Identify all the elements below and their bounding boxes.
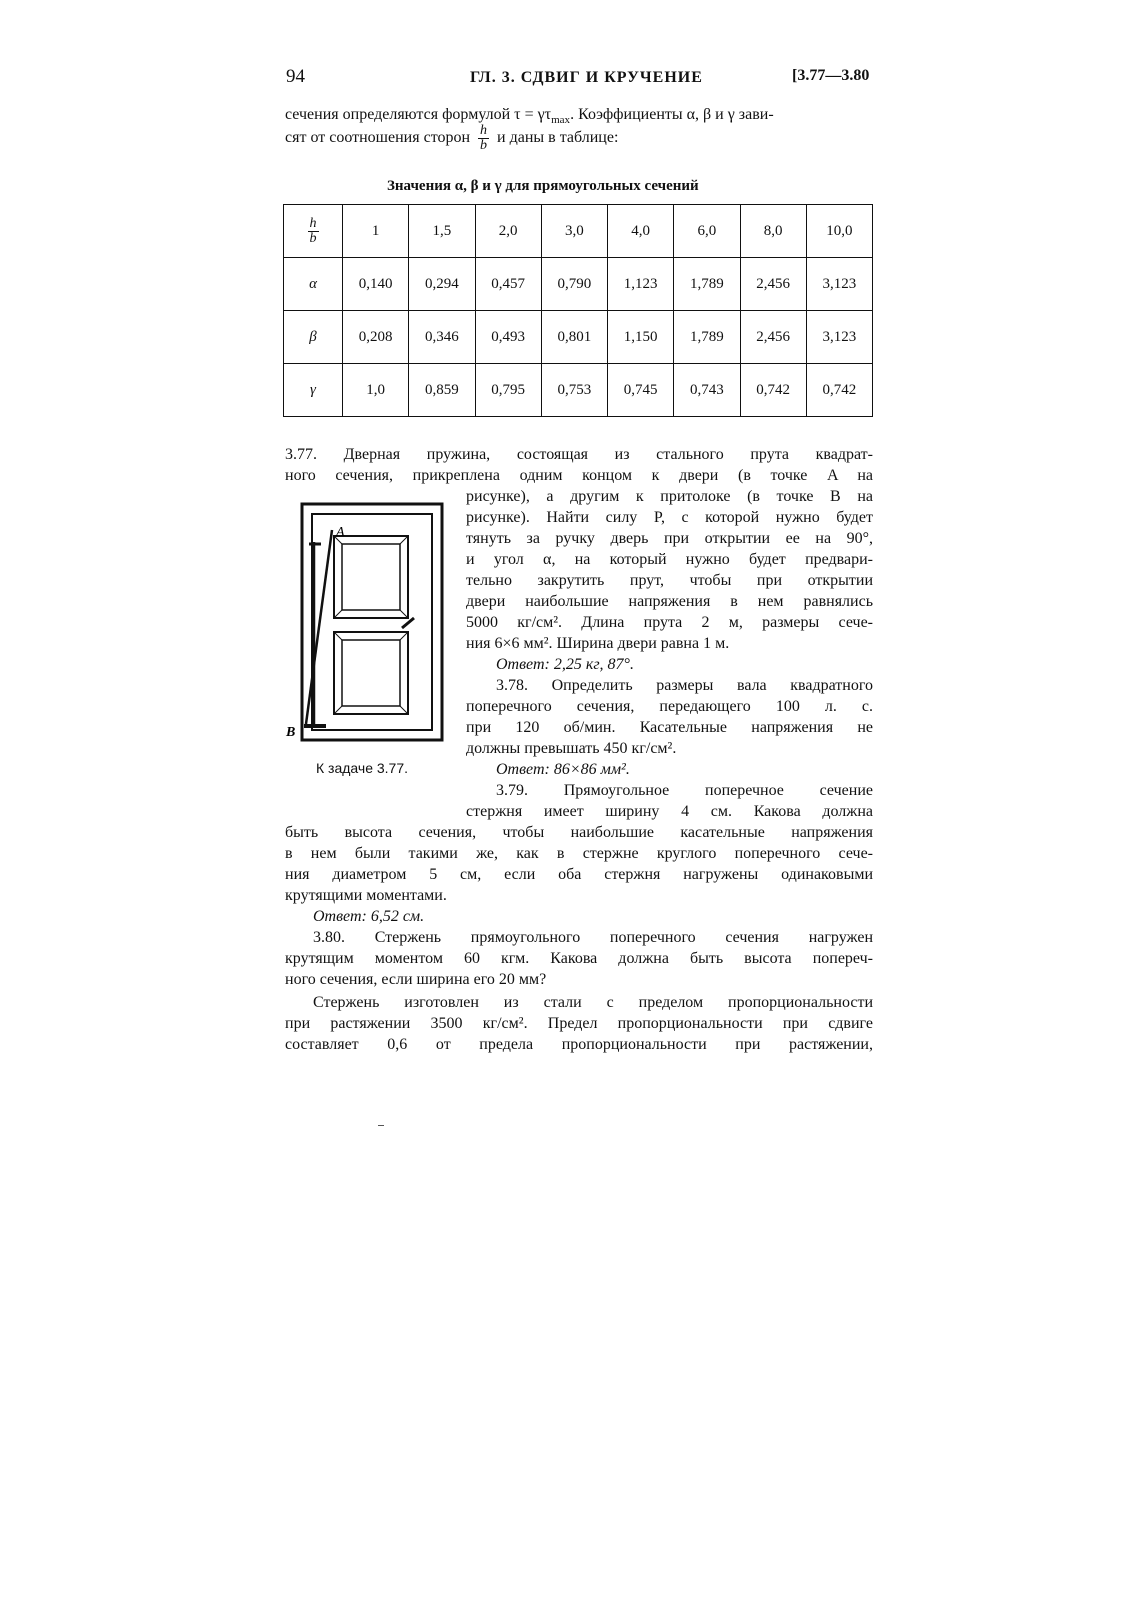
lower-panel	[334, 632, 408, 714]
p377-line-10: ния 6×6 мм². Ширина двери равна 1 м.	[466, 635, 730, 652]
table-cell: 2,456	[740, 311, 806, 364]
row-label: α	[284, 258, 343, 311]
row-label: γ	[284, 364, 343, 417]
p380-line-1: 3.80. Стержень прямоугольного поперечного сечения нагружен	[313, 929, 873, 946]
p379-line-6: крутящими моментами.	[285, 887, 447, 904]
header-cell: 4,0	[608, 205, 674, 258]
label-a: A	[336, 525, 345, 540]
table-caption: Значения α, β и γ для прямоугольных сечений	[387, 178, 699, 194]
p380-line-4: Стержень изготовлен из стали с пределом пропорциональности	[313, 994, 873, 1011]
fraction-denominator: b	[480, 138, 488, 153]
table-cell: 0,753	[541, 364, 607, 417]
p379-line-5: ния диаметром 5 см, если оба стержня нагружены одинаковыми	[285, 866, 873, 883]
ratio-fraction	[478, 124, 489, 153]
table-cell: 3,123	[806, 311, 872, 364]
table-cell: 0,745	[608, 364, 674, 417]
table-header-row	[284, 205, 873, 258]
p379-line-2: стержня имеет ширину 4 см. Какова должна	[466, 803, 873, 820]
door-handle	[402, 618, 414, 628]
header-ratio-cell	[284, 205, 343, 258]
p378-answer: Ответ: 86×86 мм².	[496, 761, 630, 778]
section-range: [3.77—3.80	[792, 67, 870, 84]
table-cell: 0,346	[409, 311, 475, 364]
intro-formula-text: сечения определяются формулой τ = γτ	[285, 106, 552, 123]
header-cell: 1	[343, 205, 409, 258]
p379-line-3: быть высота сечения, чтобы наибольшие касательные напряжения	[285, 824, 873, 841]
intro-subscript: max	[551, 114, 571, 127]
p378-line-2: поперечного сечения, передающего 100 л. с.	[466, 698, 873, 715]
header-cell: 10,0	[806, 205, 872, 258]
scan-artifact	[378, 1125, 384, 1126]
table-row-alpha	[284, 258, 873, 311]
p377-line-1: 3.77. Дверная пружина, состоящая из стального прута квадрат-	[285, 446, 873, 463]
p377-line-2: ного сечения, прикреплена одним концом к двери (в точке A на	[285, 467, 873, 484]
table-cell: 1,789	[674, 258, 740, 311]
fraction-numerator: h	[480, 123, 488, 138]
p378-line-4: должны превышать 450 кг/см².	[466, 740, 677, 757]
table-cell: 0,742	[740, 364, 806, 417]
p377-answer: Ответ: 2,25 кг, 87°.	[496, 656, 634, 673]
header-fraction-num: h	[309, 215, 317, 231]
intro-ratio-text: сят от соотношения сторон	[285, 129, 471, 147]
table-row-beta	[284, 311, 873, 364]
p380-line-2: крутящим моментом 60 кгм. Какова должна быть высота попереч-	[285, 950, 873, 967]
table-cell: 0,859	[409, 364, 475, 417]
table-cell: 2,456	[740, 258, 806, 311]
chapter-title: ГЛ. 3. СДВИГ И КРУЧЕНИЕ	[470, 69, 703, 86]
page-number: 94	[286, 66, 305, 87]
header-cell: 8,0	[740, 205, 806, 258]
p377-line-9: 5000 кг/см². Длина прута 2 м, размеры сече-	[466, 614, 873, 631]
table-cell: 1,123	[608, 258, 674, 311]
p377-line-6: и угол α, на который нужно будет предвари-	[466, 551, 873, 568]
intro-coef-text: . Коэффициенты α, β и γ зави-	[570, 106, 774, 123]
door-frame-outer	[302, 504, 442, 740]
upper-panel	[334, 536, 408, 618]
header-cell: 1,5	[409, 205, 475, 258]
table-cell: 3,123	[806, 258, 872, 311]
p379-answer: Ответ: 6,52 см.	[313, 908, 425, 925]
p377-line-5: тянуть за ручку дверь при открытии ее на 90°,	[466, 530, 873, 547]
p377-line-8: двери наибольшие напряжения в нем равнялись	[466, 593, 873, 610]
upper-panel-inner	[342, 544, 400, 610]
table-cell: 0,457	[475, 258, 541, 311]
p379-line-4: в нем были такими же, как в стержне круглого поперечного сече-	[285, 845, 873, 862]
table-cell: 1,0	[343, 364, 409, 417]
figure-caption: К задаче 3.77.	[316, 760, 409, 776]
table-cell: 1,789	[674, 311, 740, 364]
table-cell: 0,795	[475, 364, 541, 417]
table-cell: 1,150	[608, 311, 674, 364]
intro-line-2	[285, 124, 618, 153]
label-b: B	[286, 725, 296, 740]
p380-line-5: при растяжении 3500 кг/см². Предел пропорциональности при сдвиге	[285, 1015, 873, 1032]
table-cell: 0,493	[475, 311, 541, 364]
coefficient-table	[283, 204, 873, 417]
door-spring-figure	[280, 496, 455, 756]
table-cell: 0,801	[541, 311, 607, 364]
p379-line-1: 3.79. Прямоугольное поперечное сечение	[496, 782, 873, 799]
header-fraction-den: b	[309, 230, 317, 246]
p380-line-6: составляет 0,6 от предела пропорциональности при растяжении,	[285, 1036, 873, 1053]
p377-line-3: рисунке), а другим к притолоке (в точке B на	[466, 488, 873, 505]
row-label: β	[284, 311, 343, 364]
table-cell: 0,140	[343, 258, 409, 311]
p378-line-3: при 120 об/мин. Касательные напряжения не	[466, 719, 873, 736]
table-row-gamma	[284, 364, 873, 417]
p377-line-4: рисунке). Найти силу P, с которой нужно будет	[466, 509, 873, 526]
intro-table-ref: и даны в таблице:	[497, 129, 619, 147]
header-cell: 2,0	[475, 205, 541, 258]
spring-rod-diagonal	[306, 530, 332, 724]
header-cell: 3,0	[541, 205, 607, 258]
table-cell: 0,294	[409, 258, 475, 311]
table-cell: 0,743	[674, 364, 740, 417]
lower-panel-inner	[342, 640, 400, 706]
p380-line-3: ного сечения, если ширина его 20 мм?	[285, 971, 547, 988]
table-cell: 0,208	[343, 311, 409, 364]
table-cell: 0,742	[806, 364, 872, 417]
p378-line-1: 3.78. Определить размеры вала квадратного	[496, 677, 873, 694]
header-cell: 6,0	[674, 205, 740, 258]
p377-line-7: тельно закрутить прут, чтобы при открытии	[466, 572, 873, 589]
table-cell: 0,790	[541, 258, 607, 311]
